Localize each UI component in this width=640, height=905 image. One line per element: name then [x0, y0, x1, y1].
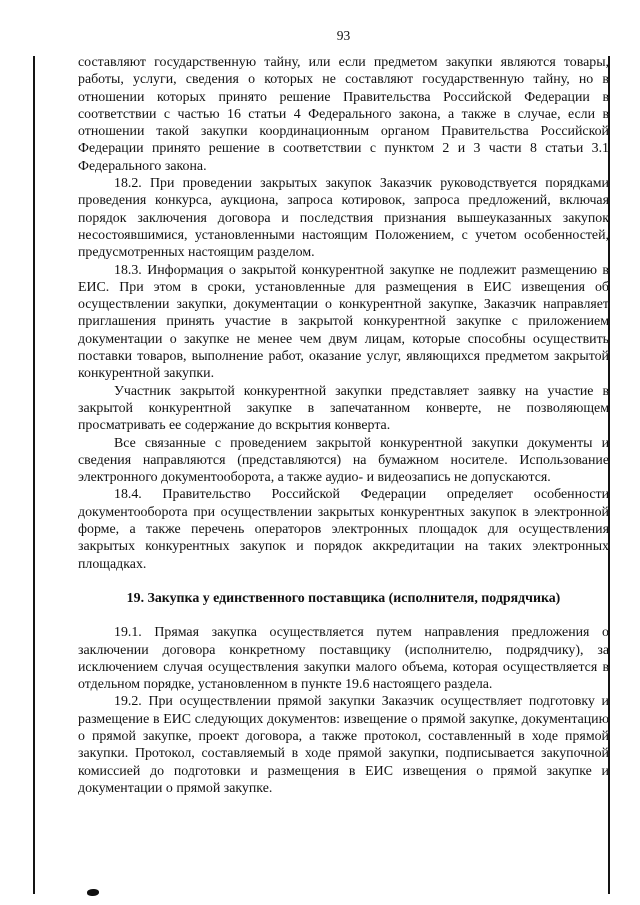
- paragraph-18-intro-continuation: составляют государственную тайну, или если предметом закупки являются товары, работы, услуги, сведения о которых не составляют государственную тайну, но в отношении которых принято решение Правительства Российской Федерации в соответствии с частью 16 статьи 4 Федерального закона, а также в случае, если в отношении такой закупки координационным органом Правительства Российской Федерации принято решение в соответствии с пунктом 2 и 3 части 8 статьи 3.1 Федерального закона.: [78, 55, 609, 174]
- paragraph-18-3: 18.3. Информация о закрытой конкурентной закупке не подлежит размещению в ЕИС. При этом в сроки, установленные для размещения в ЕИС извещения об осуществлении закупки, документации о конкурентной закупке, Заказчик направляет приглашения принять участие в закрытой конкурентной закупке с приложением документации о закупке не менее чем двум лицам, которые способны осуществить поставки товаров, выполнение работ, оказание услуг, являющихся предметом закрытой конкурентной закупки.: [78, 262, 609, 382]
- section-heading-19: 19. Закупка у единственного поставщика (исполнителя, подрядчика): [126, 590, 561, 606]
- paragraph-19-2: 19.2. При осуществлении прямой закупки Заказчик осуществляет подготовку и размещение в ЕИС следующих документов: извещение о прямой закупке, документацию о прямой закупке, проект договора, а также протокол, составленный в ходе прямой закупки. Протокол, составляемый в ходе прямой закупки, подписывается закупочной комиссией до подготовки и размещения в ЕИС извещения о прямой закупке и документации о прямой закупке.: [78, 694, 609, 796]
- scan-artifact-left-line: [33, 56, 35, 894]
- paragraph-18-2: 18.2. При проведении закрытых закупок Заказчик руководствуется порядками проведения конкурса, аукциона, запроса котировок, запроса предложений, включая порядок заключения договора и последствия признания вышеуказанных закупок несостоявшимися, установленными настоящим Положением, с учетом особенностей, предусмотренных настоящим разделом.: [78, 176, 609, 261]
- paragraph-18-4: 18.4. Правительство Российской Федерации определяет особенности документооборота при осуществлении закрытых конкурентных закупок в электронной форме, а также перечень операторов электронных площадок для осуществления закрытых конкурентных закупок и порядок аккредитации на таких электронных площадках.: [78, 487, 609, 572]
- document-body: [78, 54, 609, 797]
- paragraph-18-3-participant: Участник закрытой конкурентной закупки представляет заявку на участие в закрытой конкурентной закупке в запечатанном конверте, не позволяющем просматривать ее содержание до вскрытия конверта.: [78, 383, 609, 434]
- paragraph-18-3-paper-docs: Все связанные с проведением закрытой конкурентной закупки документы и сведения направляются (представляются) на бумажном носителе. Использование электронного документооборота, а также аудио- и видеозапись не допускаются.: [78, 435, 609, 486]
- scan-artifact-bottom-mark: [87, 889, 99, 896]
- paragraph-19-1: 19.1. Прямая закупка осуществляется путем направления предложения о заключении договора конкретному поставщику (исполнителю, подрядчику), за исключением случая осуществления закупки малого объема, которая осуществляется в отдельном порядке, установленном в пункте 19.6 настоящего раздела.: [78, 625, 609, 693]
- page-number: 93: [336, 28, 351, 43]
